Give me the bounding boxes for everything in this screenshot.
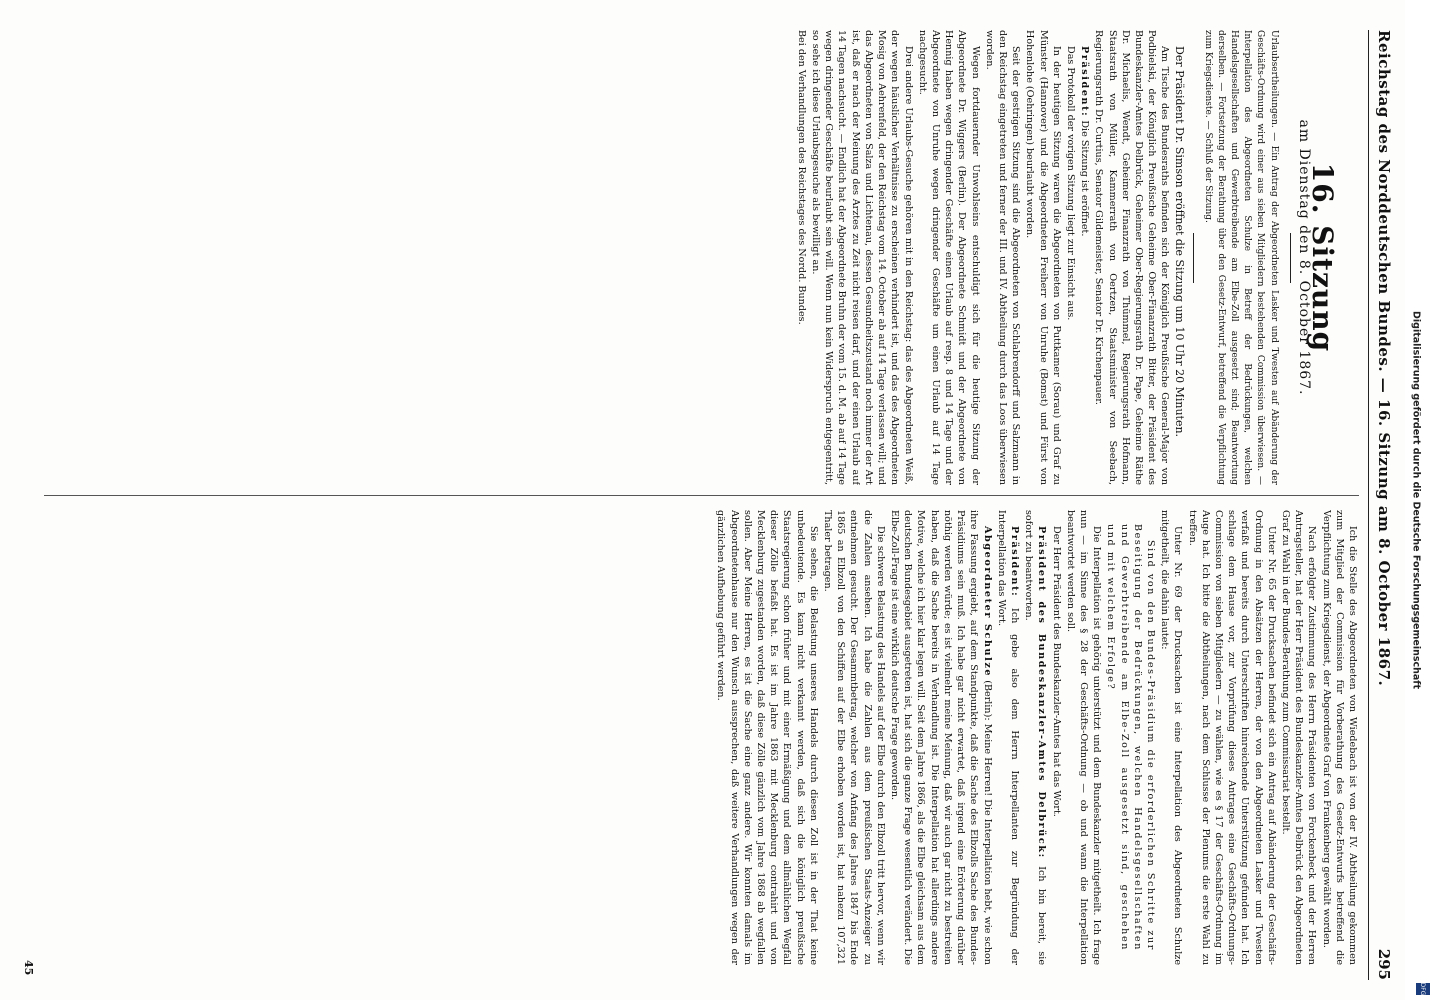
dfg-logo [1416, 983, 1430, 995]
speaker-label: Präsident: [1079, 46, 1091, 118]
quoted-interpellation: Sind von den Bundes-Präsidium die erforderlichen Schritte zur Beseitigung der Bedrückungen, welchen Handelsgesellschaften und Gewerbtreibende am Elbe-Zoll ausgesetzt sind, geschehen und mit welchem Erfolge? [1105, 524, 1156, 951]
session-date: am Dienstag den 8. October 1867. [1295, 119, 1312, 396]
speaker-label: Abgeordneter Schulze [981, 526, 993, 678]
right-column [44, 510, 1359, 965]
page-number: 295 [1375, 948, 1393, 980]
speaker-place: (Berlin): [981, 680, 993, 721]
speech-text: Die Sitzung ist eröffnet. [1079, 120, 1091, 237]
paragraph: Ich die Stelle des Abgeordneten von Wiedebach ist von der IV. Abtheilung gekommen zum Mitglied der Commission für Vorberathung des Gesetz-Entwurfs betreffend die Verpflichtung zum Kriegsdienst, der Abgeordnete Graf von Frankenberg gewählt worden. [1320, 510, 1358, 965]
paragraph: Drei andere Urlaubs-Gesuche gehören mit in den Reichstag: das des Abgeordneten Weiß, der wegen häuslicher Verhältnisse zu erscheinen verhindert ist, und das des Abgeordneten Mosig von Aehrenfeld, der den Reichstag vom 14. October ab auf 14 Tage verlassen will; und das Abgeordneten von Salza und Lichtenau, dessen Gesundheitszustand noch immer der Art ist, daß er nach der Meinung des Arztes zu Zeit nicht reisen darf, und der einen Urlaub auf 14 Tagen nachsucht. — Endlich hat der Abgeordnete Bruhn der vom 15. d. M. ab auf 14 Tage wegen dringender Geschäfte beurlaubt sein will. Wenn nun kein Widerspruch entgegentritt, so sehe ich diese Urlaubsgesuche als bewilligt an. [810, 30, 914, 485]
dfg-logo-text: DFG [1419, 982, 1427, 996]
paragraph: Der Herr Präsident des Bundeskanzler-Amtes hat das Wort. [1050, 526, 1062, 817]
paragraph: Bei den Verhandlungen des Reichstages des Nordd. Bundes. [795, 30, 807, 325]
paragraph: Die Interpellation ist gehörig unterstützt und dem Bundeskanzler mitgetheilt. Ich frage nun — im Sinne des § 28 der Geschäfts-Ordnung — ob und wann die Interpellation beantwortet werden soll. [1064, 510, 1103, 965]
speech-text: Ich bin bereit, sie sofort zu beantworten. [1023, 510, 1048, 965]
signature-mark: 45 [22, 960, 35, 976]
column-divider [44, 495, 1359, 496]
session-title: 16. Sitzung [1306, 162, 1339, 353]
paragraph: Wegen fortdauernder Unwohlseins entschuldigt sich für die heutige Sitzung der Abgeordnete Dr. Wiggers (Berlin). Der Abgeordnete Schmidt und der Abgeordnete von Hennig haben wegen dringender Geschäfte einen Urlaub auf resp. 8 und 14 Tage und der Abgeordnete von Unruhe wegen dringender Geschäfte um einen Urlaub auf 14 Tage nachgesucht. [916, 30, 981, 485]
attendees-paragraph: Am Tische des Bundesraths befinden sich der Königlich Preußische General-Major von Podbielski, der Königlich Preußische Geheime Ober-Finanzrath Bitter, der Präsident des Bundeskanzler-Amtes Delbrück, Geheimer Ober-Regierungsrath Dr. Pape, Geheime Räthe Dr. Michaelis, Wendt, Geheimer Finanzrath von Thümmel, Regierungsrath Hofmann, Staatsrath von Müller, Kammerrath von Oertzen, Staatsminister von Seebach, Regierungsrath Dr. Curtius, Senator Gildemeister, Senator Dr. Kirchenpauer. [1093, 30, 1171, 485]
running-header-title: Reichstag des Norddeutschen Bundes. — 16. Sitzung am 8. October 1867. [1375, 30, 1393, 687]
speaker-label: Präsident: [1008, 526, 1020, 598]
session-summary: Urlaubsertheilungen. — Ein Antrag der Abgeordneten Lasker und Twesten auf Abänderung der Geschäfts-Ordnung wird einer aus sieben Mitgliedern bestehenden Commission überwiesen. — Interpellation des Abgeordneten Schulze in Betreff der Bedrückungen, welchen Handelsgesellschaften und Gewerbtreibende am Elbe-Zoll ausgesetzt sind; Beantwortung derselben. — Fortsetzung der Berathung über den Gesetz-Entwurf, betreffend die Verpflichtung zum Kriegsdienste. — Schluß der Sitzung. [1202, 30, 1279, 485]
paragraph: In der heutigen Sitzung waren die Abgeordneten von Puttkamer (Sorau) und Graf zu Münster (Hannover) und die Abgeordneten Freiherr von Unruhe (Bomst) und Fürst von Hohenlohe (Oehringen) beurlaubt worden. [1024, 30, 1062, 485]
speech-text: Meine Herren! Die Interpellation hebt, wie schon ihre Fassung ergiebt, auf dem Standpunkte, daß die Sache des Elbzolls Sache des Bundes-Präsidiums sein muß. Ich habe gar nicht erwartet, daß irgend eine Erörterung darüber nöthig werden würde; es ist vielmehr meine Meinung, daß wir auch gar nicht zu bestreiten haben, daß die Sache bereits in Verhandlung ist. Die Interpellation hat allerdings andere Motive, welche ich hier klar legen will. Seit dem Jahre 1866, als die Elbe gleichsam aus dem deutschen Bundesgebiet ausgetreten ist, hat sich die ganze Frage wesentlich verändert. Die Elbe-Zoll-Frage ist eine wirklich deutsche Frage geworden. [889, 510, 993, 965]
speech-text: Ich gebe also dem Herrn Interpellanten zur Begründung der Interpellation das Wort. [995, 510, 1020, 965]
header-rule [1368, 30, 1369, 980]
paragraph: Sie sehen, die Belastung unseres Handels durch diesen Zoll ist in der That keine unbedeutende. Es kann nicht verkannt werden, daß sich die königlich preußische Staatsregierung schon früher und mit einer Ermäßigung und dem allmählichen Wegfall dieser Zölle befaßt hat. Es ist im Jahre 1863 mit Mecklenburg contrahirt und von Mecklenburg zugestanden worden, daß diese Zölle gänzlich vom Jahre 1868 ab wegfallen sollen. Aber Meine Herren, es ist die Sache eine ganz andere. Wir konnten damals im Abgeordnetenhause nur den Wunsch aussprechen, daß weitere Verhandlungen wegen der gänzlichen Aufhebung geführt werden. [715, 510, 819, 965]
paragraph: Seit der gestrigen Sitzung sind die Abgeordneten von Schlabrendorff und Salzmann in den Reichstag eingetreten und ferner der III. und IV. Abtheilung durch das Loos überwiesen worden. [983, 30, 1022, 485]
digitization-note: Digitalisierung gefördert durch die Deutsche Forschungsgemeinschaft [1410, 311, 1422, 689]
running-header [1371, 30, 1397, 980]
opening-line: Der Präsident Dr. Simson eröffnet die Sitzung um 10 Uhr 20 Minuten. [1173, 46, 1187, 438]
paragraph: Das Protokoll der vorigen Sitzung liegt zur Einsicht aus. [1064, 46, 1076, 321]
speaker-label: Präsident des Bundeskanzler-Amtes Delbrück: [1036, 526, 1048, 859]
paragraph: Nach erfolgter Zustimmung des Herrn Präsidenten von Forckenbeck und der Herren Antragsteller, hat der Herr Präsident des Bundeskanzler-Amtes Delbrück den Abgeordneten Graf zu Wahl in der Bundes-Berathung zum Commissariat bestellt. [1279, 510, 1318, 965]
left-column [44, 30, 1359, 485]
summary-rule [1193, 233, 1194, 283]
paragraph: Die schwere Belastung des Handels auf der Elbe durch den Elbzoll tritt hervor, wenn wir die Zahlen ansehen. Ich habe die Zahlen aus dem preußischen Staats-Anzeiger zu entnehmen gesucht. Der Gesammtbetrag, welcher von Anfang des Jahres 1847 bis Ende 1865 an Elbzoll von den Schiffen auf der Elbe erhoben worden ist, hat nahezu 107,321 Thaler betragen. [822, 510, 886, 965]
title-rule [1290, 233, 1291, 283]
paragraph: Unter Nr. 69 der Drucksachen ist eine Interpellation des Abgeordneten Schulze mitgetheilt, die dahin lautet: [1159, 510, 1184, 965]
paragraph: Unter Nr. 65 der Drucksachen befindet sich ein Antrag auf Abänderung der Geschäfts-Ordnung in den Absätzen der Herren, der von den Abgeordneten Lasker und Twesten verfaßt und bereits durch Unterschriften hinreichende Unterstützung gefunden hat. Ich schlage dem Hause vor, zur Vorprüfung dieses Antrages eine Geschäfts-Ordnungs-Commission von sieben Mitgliedern — zu wählen, wie es § 17 der Geschäfts-Ordnung im Auge hat. Ich bitte die Abtheilungen, nach dem Schlusse der Plenums die erste Wahl zu treffen. [1186, 510, 1277, 965]
